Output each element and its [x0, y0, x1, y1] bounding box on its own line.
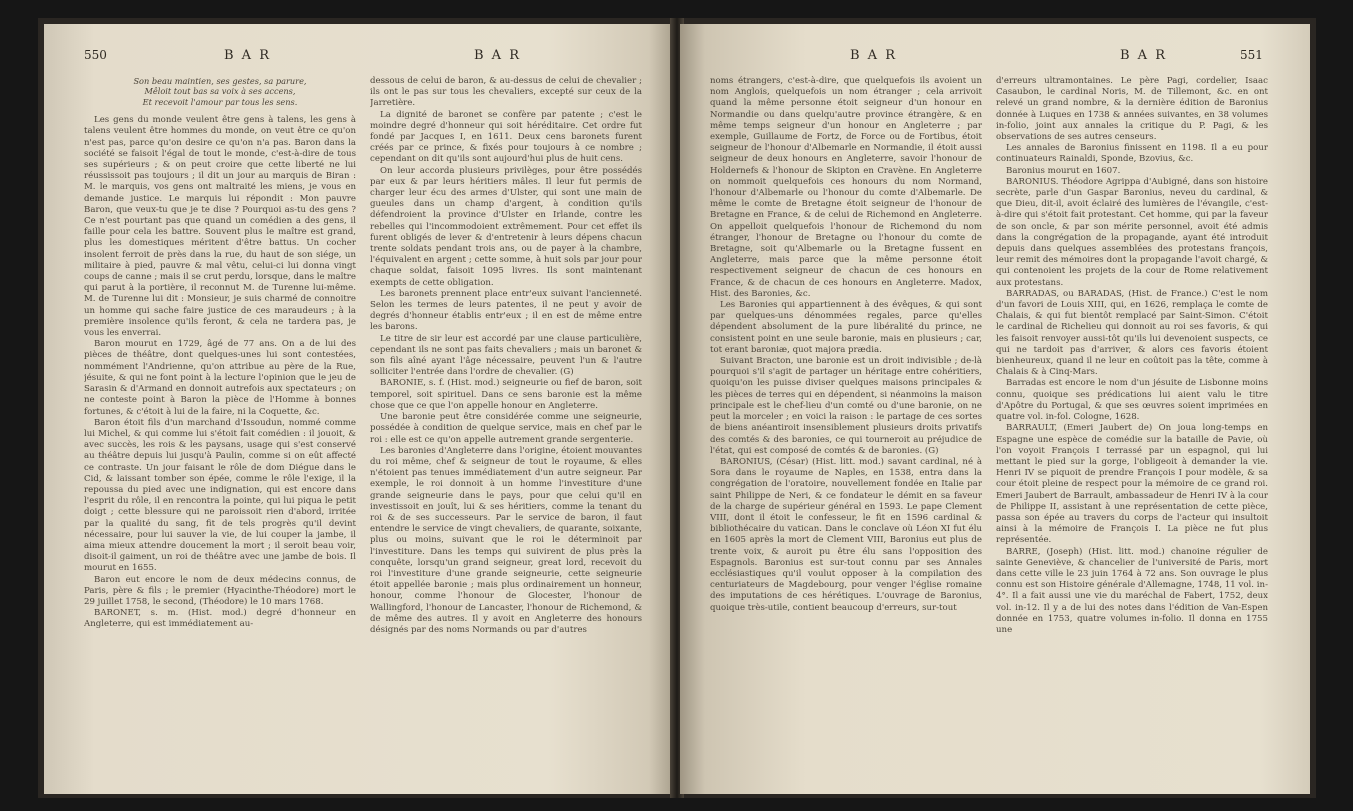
paragraph: d'erreurs ultramontaines. Le père Pagi, cordelier, Isaac Casaubon, le cardinal Noris, M. de Tillemont, &c. en ont relevé un grand nombre, & la dernière édition de Baronius donnée à Luques en 1738 & années suivantes, en 38 volumes in-folio, joint aux annales la critique du P. Pagi, & les observations de ses autres censeurs.: [996, 76, 1268, 143]
paragraph: Le titre de sir leur est accordé par une clause particulière, cependant ils ne sont pas faits chevaliers ; mais un baronet & son fils aîné ayant l'âge nécessaire, peuvent l'un & l'autre solliciter l'entrée dans l'ordre de chevalier. (G): [370, 333, 642, 378]
book-spread: [38, 18, 1316, 798]
paragraph: Baron mourut en 1729, âgé de 77 ans. On a de lui des pièces de théâtre, dont quelques-unes lui sont contestées, nommément l'Andrienne, qu'on attribue au père de la Rue, jésuite, & qui ne font point à la lecture l'opinion que le jeu de Sarasin & d'Armand en donnoit autrefois aux spectateurs ; on ne conteste point à Baron la pièce de l'Homme à bonnes fortunes, & c'étoit à lui de la faire, ni la Coquette, &c.: [84, 339, 356, 417]
paragraph: Les Baronies qui appartiennent à des évêques, & qui sont par quelques-uns dénommées regales, parce qu'elles dépendent absolument de la pure libéralité du prince, ne consistent point en une seule baronie, mais en plusieurs ; car, tot erant baroniæ, quot majora prædia.: [710, 300, 982, 355]
paragraph: Barradas est encore le nom d'un jésuite de Lisbonne moins connu, quoique ses prédications lui aient valu le titre d'Apôtre du Portugal, & que ses œuvres soient imprimées en quatre vol. in-fol. Cologne, 1628.: [996, 378, 1268, 423]
paragraph: BARONIUS. Théodore Agrippa d'Aubigné, dans son histoire secrète, parle d'un Gaspar Baronius, neveu du cardinal, & que Dieu, dit-il, avoit éclairé des lumières de l'évangile, c'est-à-dire qui s'étoit fait protestant. Cet homme, qui par la faveur de son oncle, & par son mérite personnel, avoit été admis dans la congrégation de la propagande, ayant été introduit depuis dans quelques assemblées des protestans françois, leur remit des mémoires dont la propagande l'avoit chargé, & qui contenoient les projets de la cour de Rome relativement aux protestans.: [996, 176, 1268, 288]
paragraph: On leur accorda plusieurs privilèges, pour être possédés par eux & par leurs héritiers mâles. Il leur fut permis de charger leur écu des armes d'Ulster, qui sont une main de gueules dans un champ d'argent, à condition qu'ils défendroient la province d'Ulster en Irlande, contre les rebelles qui l'incommodoient extrêmement. Pour cet effet ils furent obligés de lever & d'entretenir à leurs dépens chacun trente soldats pendant trois ans, ou de payer à la chambre, l'équivalent en argent ; cette somme, à huit sols par jour pour chaque soldat, faisoit 1095 livres. Ils sont maintenant exempts de cette obligation.: [370, 165, 642, 288]
verse-quote: [84, 76, 356, 107]
paragraph: Les baronies d'Angleterre dans l'origine, étoient mouvantes du roi même, chef & seigneur de tout le royaume, & elles n'étoient pas tenues immédiatement d'un autre seigneur. Par exemple, le roi donnoit à un homme l'investiture d'une grande seigneurie dans le pays, pour que celui qu'il en investissoit en jouît, lui & ses héritiers, comme la tenant du roi & de ses successeurs. Par le service de baron, il faut entendre le service de vingt chevaliers, de quarante, soixante, plus ou moins, suivant que le roi le déterminoit par l'investiture. Dans les temps qui suivirent de plus près la conquête, lorsqu'un grand seigneur, great lord, recevoit du roi l'investiture d'une grande seigneurie, cette seigneurie étoit appellée baronie ; mais plus ordinairement un honneur, honour, comme l'honour de Glocester, l'honour de Wallingford, l'honour de Lancaster, l'honour de Richemond, & de même des autres. Il y avoit en Angleterre des honours désignés par des noms Normands ou par d'autres: [370, 445, 642, 635]
paragraph: BARONIUS, (César) (Hist. litt. mod.) savant cardinal, né à Sora dans le royaume de Naples, en 1538, entra dans la congrégation de l'oratoire, nouvellement fondée en Italie par saint Philippe de Neri, & ce fondateur le démit en sa faveur de la charge de supérieur général en 1593. Le pape Clement VIII, dont il étoit le confesseur, le fit en 1596 cardinal & bibliothécaire du vatican. Dans le conclave où Léon XI fut élu en 1605 après la mort de Clement VIII, Baronius eut plus de trente voix, & auroit pu être élu sans l'opposition des Espagnols. Baronius est sur-tout connu par ses Annales ecclésiastiques qu'il voulut opposer à la compilation des centuriateurs de Magdebourg, pour venger l'église romaine des imputations de ces hérétiques. L'ouvrage de Baronius, quoique très-utile, contient beaucoup d'erreurs, sur-tout: [710, 456, 982, 613]
paragraph: Baronius mourut en 1607.: [1006, 165, 1121, 176]
paragraph: BARRAULT, (Emeri Jaubert de) On joua long-temps en Espagne une espèce de comédie sur la bataille de Pavie, où l'on voyoit François I terrassé par un espagnol, qui lui mettant le pied sur la gorge, l'obligeoit à demander la vie. Henri IV se piquoit de prendre François I pour modèle, & sa cour étoit pleine de respect pour la mémoire de ce grand roi. Emeri Jaubert de Barrault, ambassadeur de Henri IV à la cour de Philippe II, assistant à une représentation de cette pièce, passa son épée au travers du corps de l'acteur qui insultoit ainsi à la mémoire de François I. La pièce ne fut plus représentée.: [996, 423, 1268, 546]
paragraph: Les annales de Baronius finissent en 1198. Il a eu pour continuateurs Rainaldi, Sponde, Bzovius, &c.: [996, 143, 1268, 165]
text-column: [710, 76, 982, 786]
paragraph: BARRADAS, ou BARADAS, (Hist. de France.) C'est le nom d'un favori de Louis XIII, qui, en 1626, remplaça le comte de Chalais, & qui fut bientôt remplacé par Saint-Simon. C'étoit le cardinal de Richelieu qui donnoit au roi ses favoris, & qui les faisoit renvoyer aussi-tôt qu'ils lui devenoient suspects, ce qui ne tardoit pas d'arriver, & alors ces favoris étoient bienheureux, quand il ne leur en coûtoit pas la tête, comme à Chalais & à Cinq-Mars.: [996, 288, 1268, 378]
verse-line: Mêloit tout bas sa voix à ses accens,: [144, 86, 296, 97]
page-number: 551: [1240, 48, 1263, 62]
paragraph: noms étrangers, c'est-à-dire, que quelquefois ils avoient un nom Anglois, quelquefois un nom étranger ; cela arrivoit quand la même personne étoit seigneur d'un honour en Normandie ou dans quelqu'autre province étrangère, & en même temps seigneur d'un honour en Angleterre ; par exemple, Guillaume de Fortz, de Force ou de Fortibus, étoit seigneur de l'honour d'Albemarle en Normandie, il étoit aussi seigneur de deux honours en Angleterre, savoir l'honour de Holdernefs & l'honour de Skipton en Cravène. En Angleterre on nommoit quelquefois ces honours du nom Normand, l'honour d'Albemarle ou l'honour du comte d'Albemarle. De même le comte de Bretagne étoit seigneur de l'honour de Bretagne en France, & de celui de Richemond en Angleterre. On appelloit quelquefois l'honour de Richemond du nom étranger, l'honour de Bretagne ou l'honour du comte de Bretagne, soit qu'Albemarle ou la Bretagne fussent en Angleterre, mais parce que la même personne étoit respectivement seigneur de chacun de ces honours en France, & de chacun de ces honours en Angleterre. Madox, Hist. des Baronies, &c.: [710, 76, 982, 299]
page-number: 550: [84, 48, 107, 62]
right-page-header: [680, 48, 1310, 68]
text-column: [996, 76, 1268, 786]
paragraph: Suivant Bracton, une baronie est un droit indivisible ; de-là pourquoi s'il s'agit de partager un héritage entre cohéritiers, quoiqu'on les puisse diviser quelques maisons principales & les pièces de terres qui en dépendent, si néanmoins la maison principale est le chef-lieu d'un comté ou d'une baronie, on ne peut la morceler ; en voici la raison : le partage de ces sortes de biens anéantiroit insensiblement plusieurs droits privatifs des comtés & des baronies, ce qui tourneroit au préjudice de l'état, qui est composé de comtés & de baronies. (G): [710, 356, 982, 456]
verse-line: Et recevoit l'amour par tous les sens.: [142, 96, 298, 107]
text-column: [370, 76, 642, 786]
paragraph: Une baronie peut être considérée comme une seigneurie, possédée à condition de quelque service, mais en chef par le roi : elle est ce qu'on appelle autrement grande sergenterie.: [370, 412, 642, 445]
running-head: B A R: [474, 48, 521, 63]
paragraph: BARONET, s. m. (Hist. mod.) degré d'honneur en Angleterre, qui est immédiatement au-: [84, 608, 356, 630]
paragraph: BARRE, (Joseph) (Hist. litt. mod.) chanoine régulier de sainte Geneviève, & chancelier de l'université de Paris, mort dans cette ville le 23 juin 1764 à 72 ans. Son ouvrage le plus connu est son Histoire générale d'Allemagne, 1748, 11 vol. in-4°. Il a fait aussi une vie du maréchal de Fabert, 1752, deux vol. in-12. Il y a de lui des notes dans l'édition de Van-Espen donnée en 1753, quatre volumes in-folio. Il donna en 1755 une: [996, 546, 1268, 635]
paragraph: Baron eut encore le nom de deux médecins connus, de Paris, père & fils ; le premier (Hyacinthe-Théodore) mort le 29 juillet 1758, le second, (Théodore) le 10 mars 1768.: [84, 574, 356, 607]
paragraph: La dignité de baronet se confère par patente ; c'est le moindre degré d'honneur qui soit héréditaire. Cet ordre fut fondé par Jacques I, en 1611. Deux cens baronets furent créés par ce prince, & fixés pour toujours à ce nombre ; cependant on dit qu'ils sont aujourd'hui plus de huit cens.: [370, 109, 642, 165]
paragraph: Les gens du monde veulent être gens à talens, les gens à talens veulent être hommes du monde, on veut être ce qu'on n'est pas, parce qu'on desire ce qu'on n'a pas. Baron dans la société se faisoit l'égal de tout le monde, c'est-à-dire de tous ses supérieurs ; & on peut croire que cette liberté ne lui réussissoit pas toujours ; il dit un jour au marquis de Biran : M. le marquis, vos gens ont maltraité les miens, je vous en demande justice. Le marquis lui répondit : Mon pauvre Baron, que veux-tu que je te dise ? Pourquoi as-tu des gens ? Ce n'est pourtant pas que quand un comédien a des gens, il faille pour cela les battre. Souvent plus le maître est grand, plus les domestiques méritent d'être battus. Un cocher insolent ferroit de près dans la rue, du haut de son siége, un militaire à pied, pauvre & mal vêtu, celui-ci lui donna vingt coups de canne ; mais il se crut perdu, lorsque, dans le maître qui parut à la portière, il reconnut M. de Turenne lui-même. M. de Turenne lui dit : Monsieur, je suis charmé de connoitre un homme qui sache faire justice de ces maraudeurs ; à la première insolence qu'ils feront, & cela ne tardera pas, je vous les enverrai.: [84, 115, 356, 339]
left-page-header: [44, 48, 674, 68]
left-page: [44, 24, 674, 794]
paragraph: Les baronets prennent place entr'eux suivant l'ancienneté. Selon les termes de leurs patentes, il ne peut y avoir de degrés d'honneur établis entr'eux ; il en est de même entre les barons.: [370, 288, 642, 333]
running-head: B A R: [1120, 48, 1167, 63]
text-column: [84, 76, 356, 786]
verse-line: Son beau maintien, ses gestes, sa parure,: [133, 76, 307, 86]
running-head: B A R: [850, 48, 897, 63]
paragraph: dessous de celui de baron, & au-dessus de celui de chevalier ; ils ont le pas sur tous les chevaliers, excepté sur ceux de la Jarretière.: [370, 76, 642, 109]
right-page: [680, 24, 1310, 794]
running-head: B A R: [224, 48, 271, 63]
paragraph: BARONIE, s. f. (Hist. mod.) seigneurie ou fief de baron, soit temporel, soit spirituel. Dans ce sens baronie est la même chose que ce que l'on appelle honour en Angleterre.: [370, 378, 642, 411]
paragraph: Baron étoit fils d'un marchand d'Issoudun, nommé comme lui Michel, & qui comme lui s'étoit fait comédien : il jouoit, & avec succès, les rois & les paysans, usage qui s'est conservé au théâtre depuis lui jusqu'à Paulin, comme si on eût affecté ce contraste. Un jour faisant le rôle de dom Diégue dans le Cid, & laissant tomber son épée, comme le rôle l'exige, il la repoussa du pied avec une indignation, qui est encore dans l'esprit du rôle, il en rencontra la pointe, qui lui piqua le petit doigt ; cette blessure qui ne paroissoit rien d'abord, irritée par la qualité du sang, fit de tels progrès qu'il devint nécessaire, pour lui sauver la vie, de lui couper la jambe, il aima mieux attendre doucement la mort ; il seroit beau voir, disoit-il gaiment, un roi de théâtre avec une jambe de bois. Il mourut en 1655.: [84, 417, 356, 574]
